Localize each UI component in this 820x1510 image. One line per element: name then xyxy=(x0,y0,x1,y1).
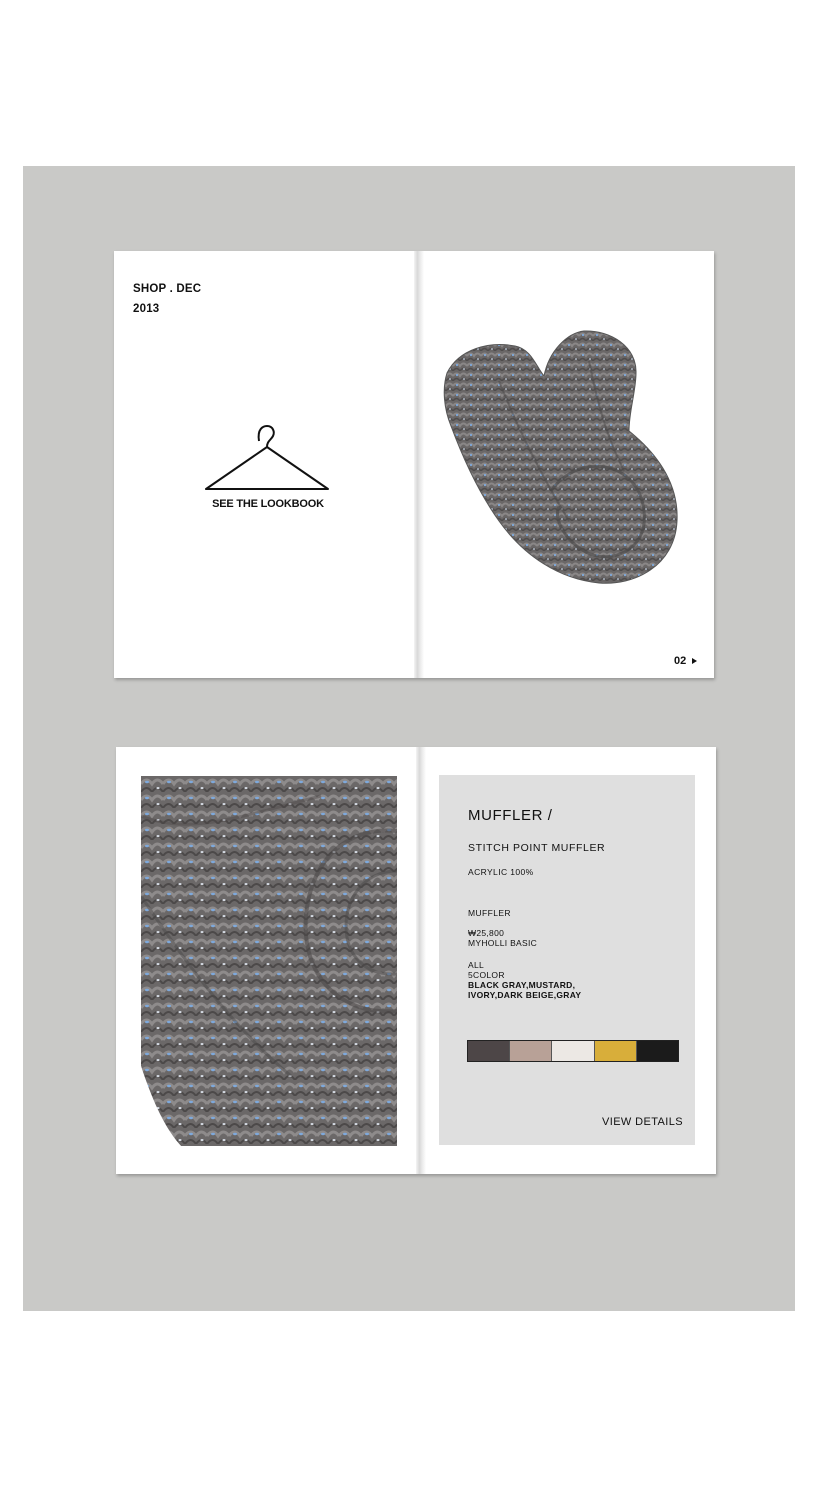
product-brand: MYHOLLI BASIC xyxy=(468,938,538,948)
lookbook-stage xyxy=(23,166,795,1311)
product-colors-line1: BLACK GRAY,MUSTARD, xyxy=(468,980,576,990)
product-colors-line2: IVORY,DARK BEIGE,GRAY xyxy=(468,990,582,1000)
page-number: 02 xyxy=(674,655,687,667)
shop-title-line1: SHOP . DEC xyxy=(133,283,202,295)
see-lookbook-link[interactable] xyxy=(198,421,338,521)
product-subtitle: STITCH POINT MUFFLER xyxy=(468,842,606,854)
product-title: MUFFLER / xyxy=(468,807,553,824)
swatch-dark-beige[interactable] xyxy=(510,1041,552,1061)
see-lookbook-label: SEE THE LOOKBOOK xyxy=(212,498,324,510)
swatch-ivory[interactable] xyxy=(552,1041,594,1061)
swatch-black-gray[interactable] xyxy=(468,1041,510,1061)
scarf-closeup-image xyxy=(141,776,397,1146)
product-options-block xyxy=(468,960,581,1000)
next-page-button[interactable] xyxy=(674,655,697,667)
shop-title xyxy=(133,279,201,319)
product-price-block xyxy=(468,928,537,948)
product-material: ACRYLIC 100% xyxy=(468,867,534,877)
lookbook-spread-1 xyxy=(114,251,714,678)
lookbook-spread-2 xyxy=(116,747,716,1174)
product-color-count: 5COLOR xyxy=(468,970,505,980)
view-details-link[interactable]: VIEW DETAILS xyxy=(602,1116,683,1128)
swatch-mustard[interactable] xyxy=(595,1041,637,1061)
book-spine xyxy=(416,747,426,1174)
color-swatches xyxy=(467,1040,679,1062)
shop-title-line2: 2013 xyxy=(133,303,160,315)
product-info-panel xyxy=(439,775,695,1145)
arrow-right-icon xyxy=(692,658,697,664)
hanger-icon xyxy=(203,421,333,497)
product-size: ALL xyxy=(468,960,485,970)
scarf-product-image xyxy=(439,321,684,591)
product-price: ₩25,800 xyxy=(468,928,505,938)
swatch-black[interactable] xyxy=(637,1041,678,1061)
book-spine xyxy=(414,251,424,678)
product-category: MUFFLER xyxy=(468,908,511,918)
